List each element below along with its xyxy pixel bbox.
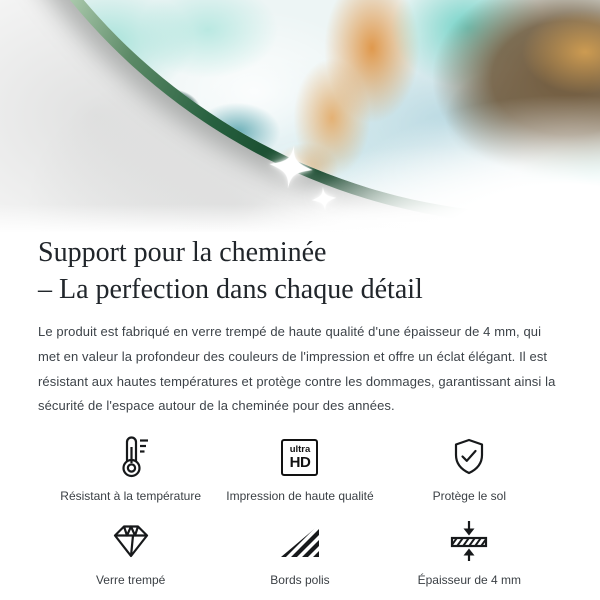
feature-label: Impression de haute qualité bbox=[226, 489, 374, 504]
sparkle-icon bbox=[310, 185, 339, 214]
product-description: Le produit est fabriqué en verre trempé de haute qualité d'une épaisseur de 4 mm, qui met en valeur la profondeur des couleurs de l'impression et offre un éclat élégant. Il est résistant aux hautes températures et protège contre les dommages, garantissant ainsi la sécurité de l'espace autour de la cheminée pour des années. bbox=[38, 324, 556, 414]
thickness-icon bbox=[447, 518, 491, 564]
thermometer-icon bbox=[111, 434, 151, 480]
ultra-hd-icon-text-bottom: HD bbox=[289, 453, 311, 471]
feature-label: Bords polis bbox=[270, 573, 330, 588]
feature-item bbox=[215, 518, 384, 587]
title-line-2: – La perfection dans chaque détail bbox=[38, 273, 423, 305]
diamond-icon bbox=[109, 518, 153, 564]
feature-label: Verre trempé bbox=[95, 573, 166, 588]
sparkle-icon bbox=[265, 141, 317, 193]
feature-label: Épaisseur de 4 mm bbox=[417, 573, 522, 588]
title-line-1: Support pour la cheminée bbox=[38, 237, 327, 268]
page-title bbox=[38, 235, 562, 308]
feature-label: Résistant à la température bbox=[60, 489, 202, 504]
feature-label: Protège le sol bbox=[432, 489, 507, 504]
feature-item bbox=[46, 518, 215, 587]
ultra-hd-icon bbox=[281, 434, 318, 480]
hero-image bbox=[0, 0, 600, 232]
feature-item bbox=[385, 518, 554, 587]
polished-edges-icon bbox=[277, 518, 323, 564]
feature-item bbox=[385, 434, 554, 503]
content-area bbox=[0, 232, 600, 587]
feature-item bbox=[215, 434, 384, 503]
feature-item bbox=[46, 434, 215, 503]
shield-check-icon bbox=[448, 434, 490, 480]
ultra-hd-icon-text-top: ultra bbox=[289, 443, 311, 455]
features-grid bbox=[38, 434, 562, 587]
